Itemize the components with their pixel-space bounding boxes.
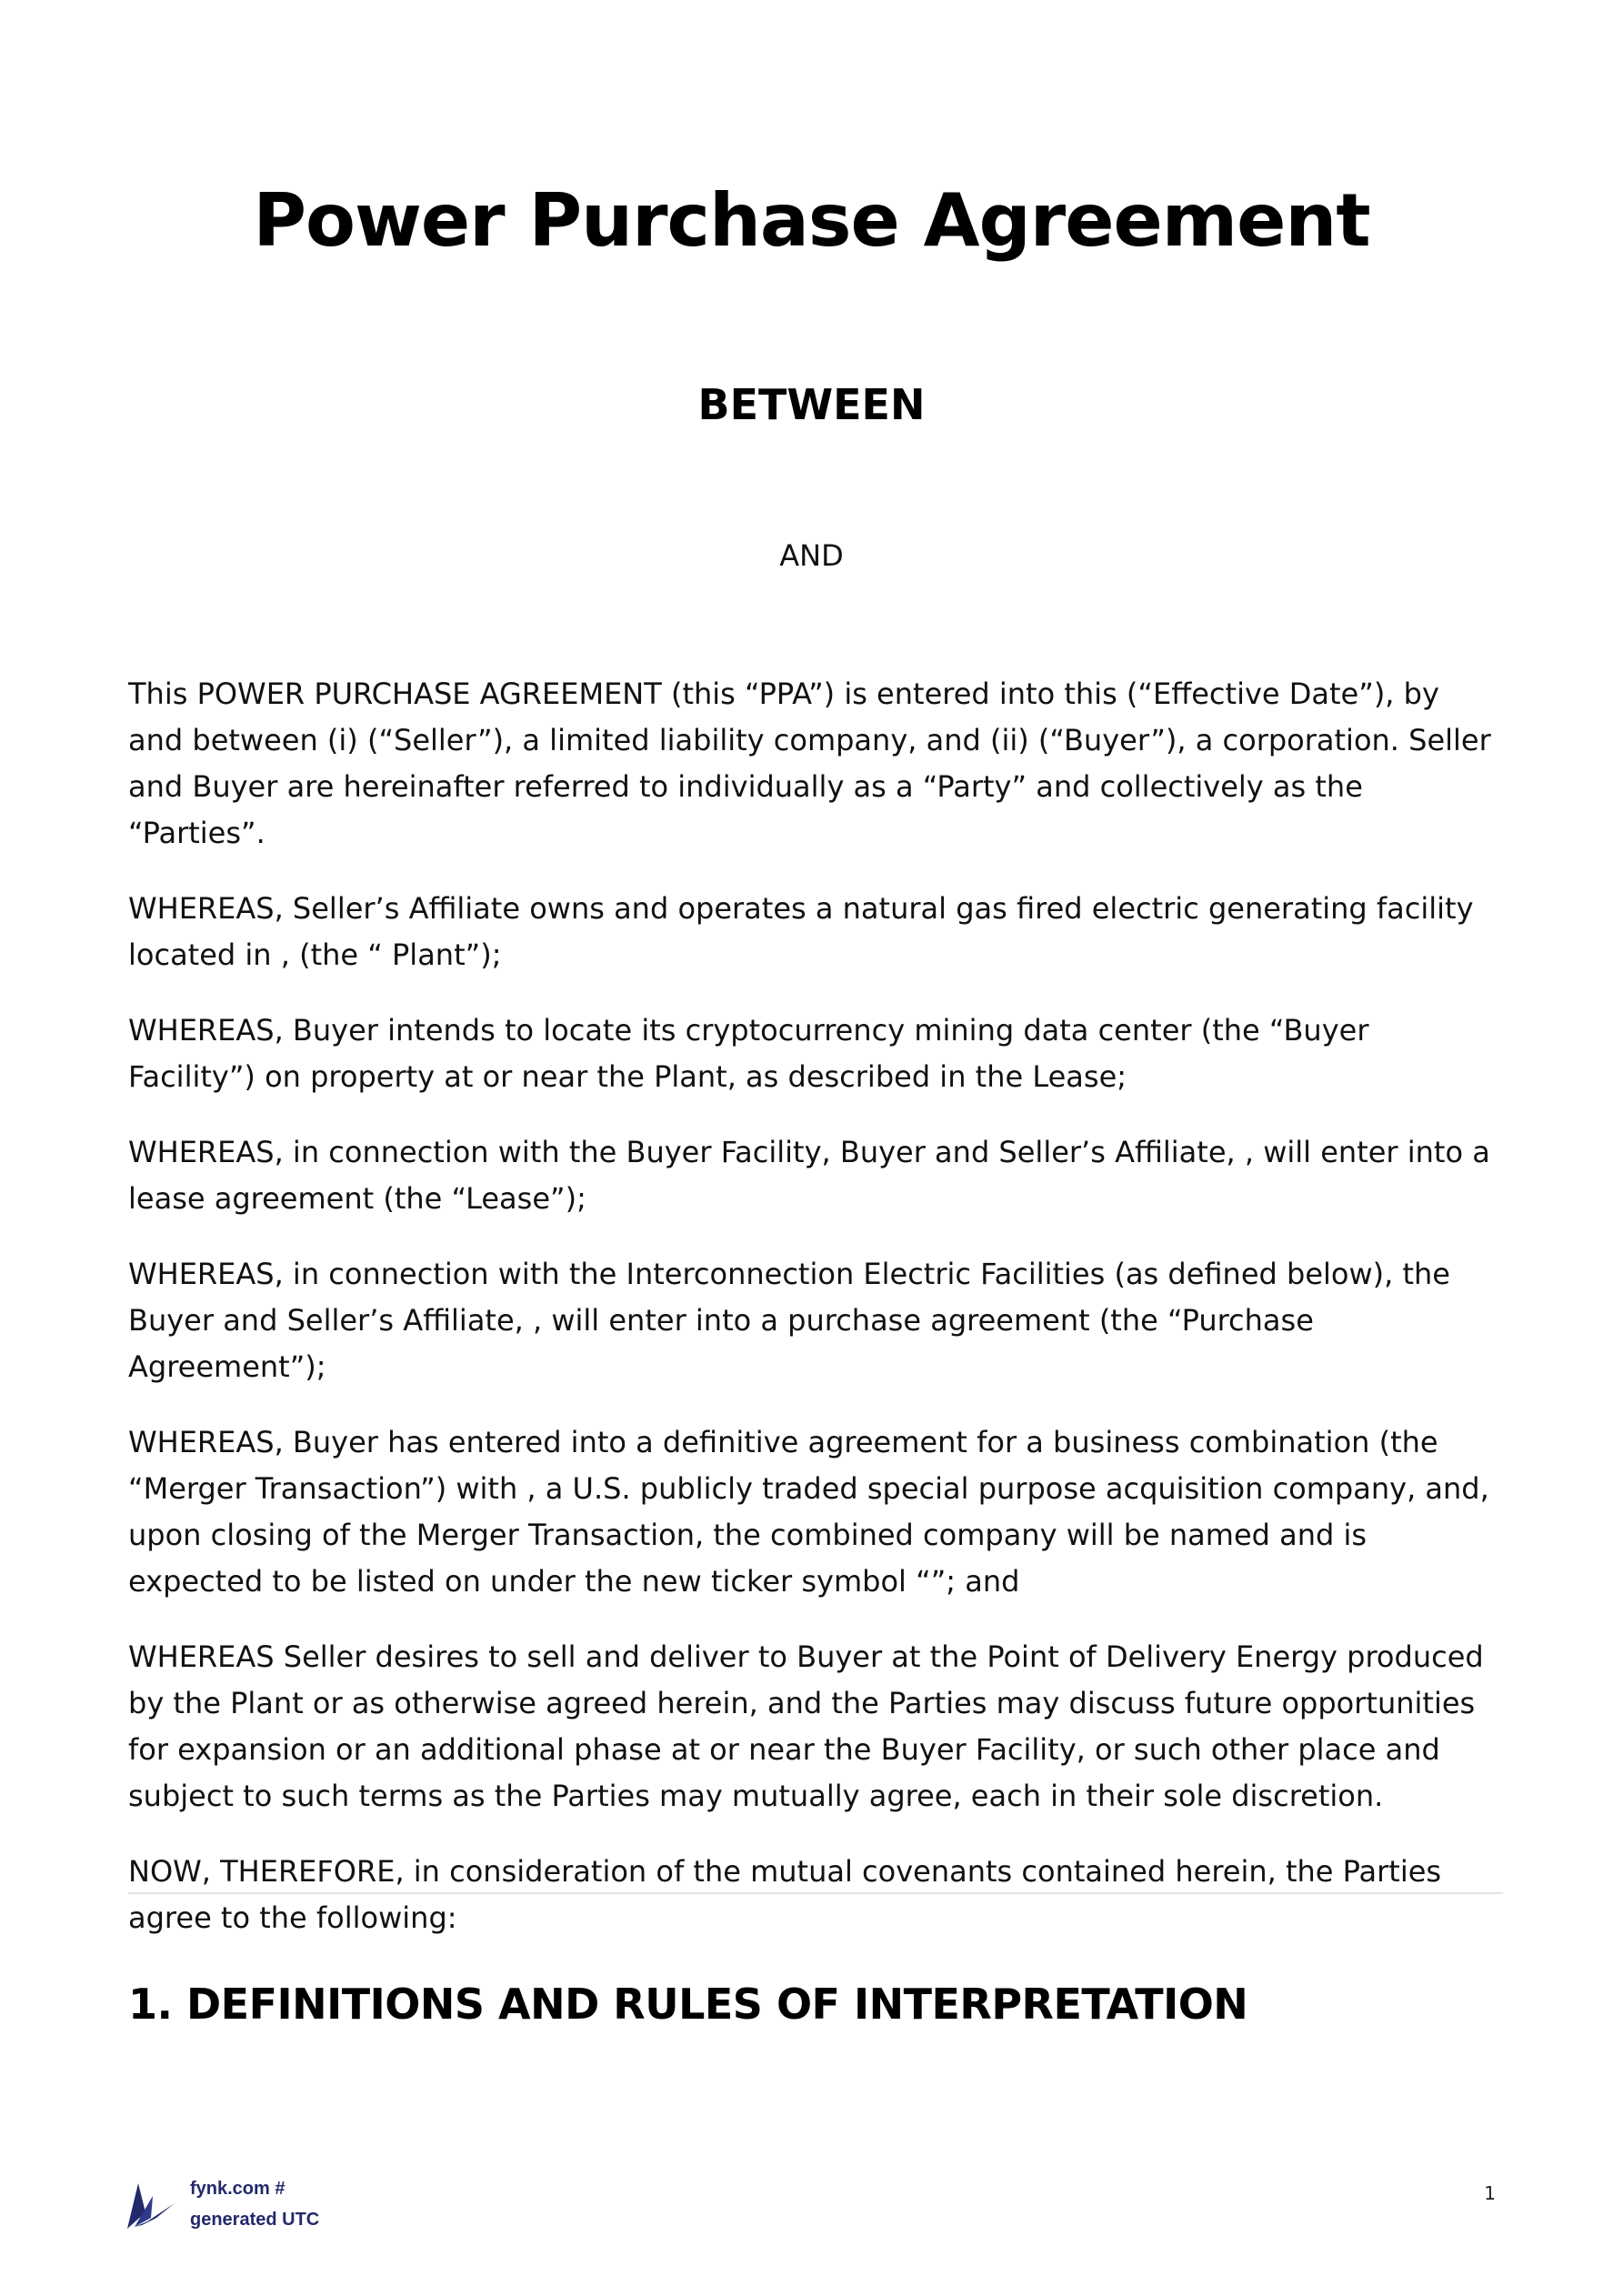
whereas-paragraph-plant: WHEREAS, Seller’s Affiliate owns and operates a natural gas fired electric generating facility located in , (the “ Plant”); [128,891,1474,972]
whereas-paragraph-buyer-facility: WHEREAS, Buyer intends to locate its cryptocurrency mining data center (the “Buyer Facility”) on property at or near the Plant, as described in the Lease; [128,1013,1369,1094]
whereas-paragraph-purchase-agreement: WHEREAS, in connection with the Interconnection Electric Facilities (as defined below), the Buyer and Seller’s Affiliate, , will enter into a purchase agreement (the “Purchase Agreement”); [128,1257,1450,1384]
page-number: 1 [1484,2182,1496,2204]
footer-line-generated: generated UTC [190,2210,320,2230]
between-label: BETWEEN [697,380,926,429]
section-divider [128,1892,1503,1894]
whereas-paragraph-lease: WHEREAS, in connection with the Buyer Facility, Buyer and Seller’s Affiliate, , will enter into a lease agreement (the “Lease”); [128,1135,1490,1216]
therefore-paragraph: NOW, THEREFORE, in consideration of the mutual covenants contained herein, the Parties agree to the following: [128,1854,1442,1935]
whereas-paragraph-delivery: WHEREAS Seller desires to sell and deliver to Buyer at the Point of Delivery Energy produced by the Plant or as otherwise agreed herein, and the Parties may discuss future opportunities for expansion or an additional phase at or near the Buyer Facility, or such other place and subject to such terms as the Parties may mutually agree, each in their sole discretion. [128,1639,1484,1813]
document-body [128,671,1497,1970]
section-heading-definitions: 1. DEFINITIONS AND RULES OF INTERPRETATION [128,1980,1248,2029]
footer-text [190,2173,319,2235]
document-title: Power Purchase Agreement [253,178,1370,263]
preamble-paragraph: This POWER PURCHASE AGREEMENT (this “PPA”) is entered into this (“Effective Date”), by and between (i) (“Seller”), a limited liability company, and (ii) (“Buyer”), a corporation. Seller and Buyer are hereinafter referred to individually as a “Party” and collectively as the “Parties”. [128,677,1491,850]
fynk-bird-logo-icon [125,2176,176,2231]
and-label: AND [779,538,844,573]
whereas-paragraph-merger: WHEREAS, Buyer has entered into a definitive agreement for a business combination (the “Merger Transaction”) with , a U.S. publicly traded special purpose acquisition company, and, upon closing of the Merger Transaction, the combined company will be named and is expected to be listed on under the new ticker symbol “”; and [128,1425,1489,1599]
footer-line-url[interactable]: fynk.com # [190,2179,286,2199]
